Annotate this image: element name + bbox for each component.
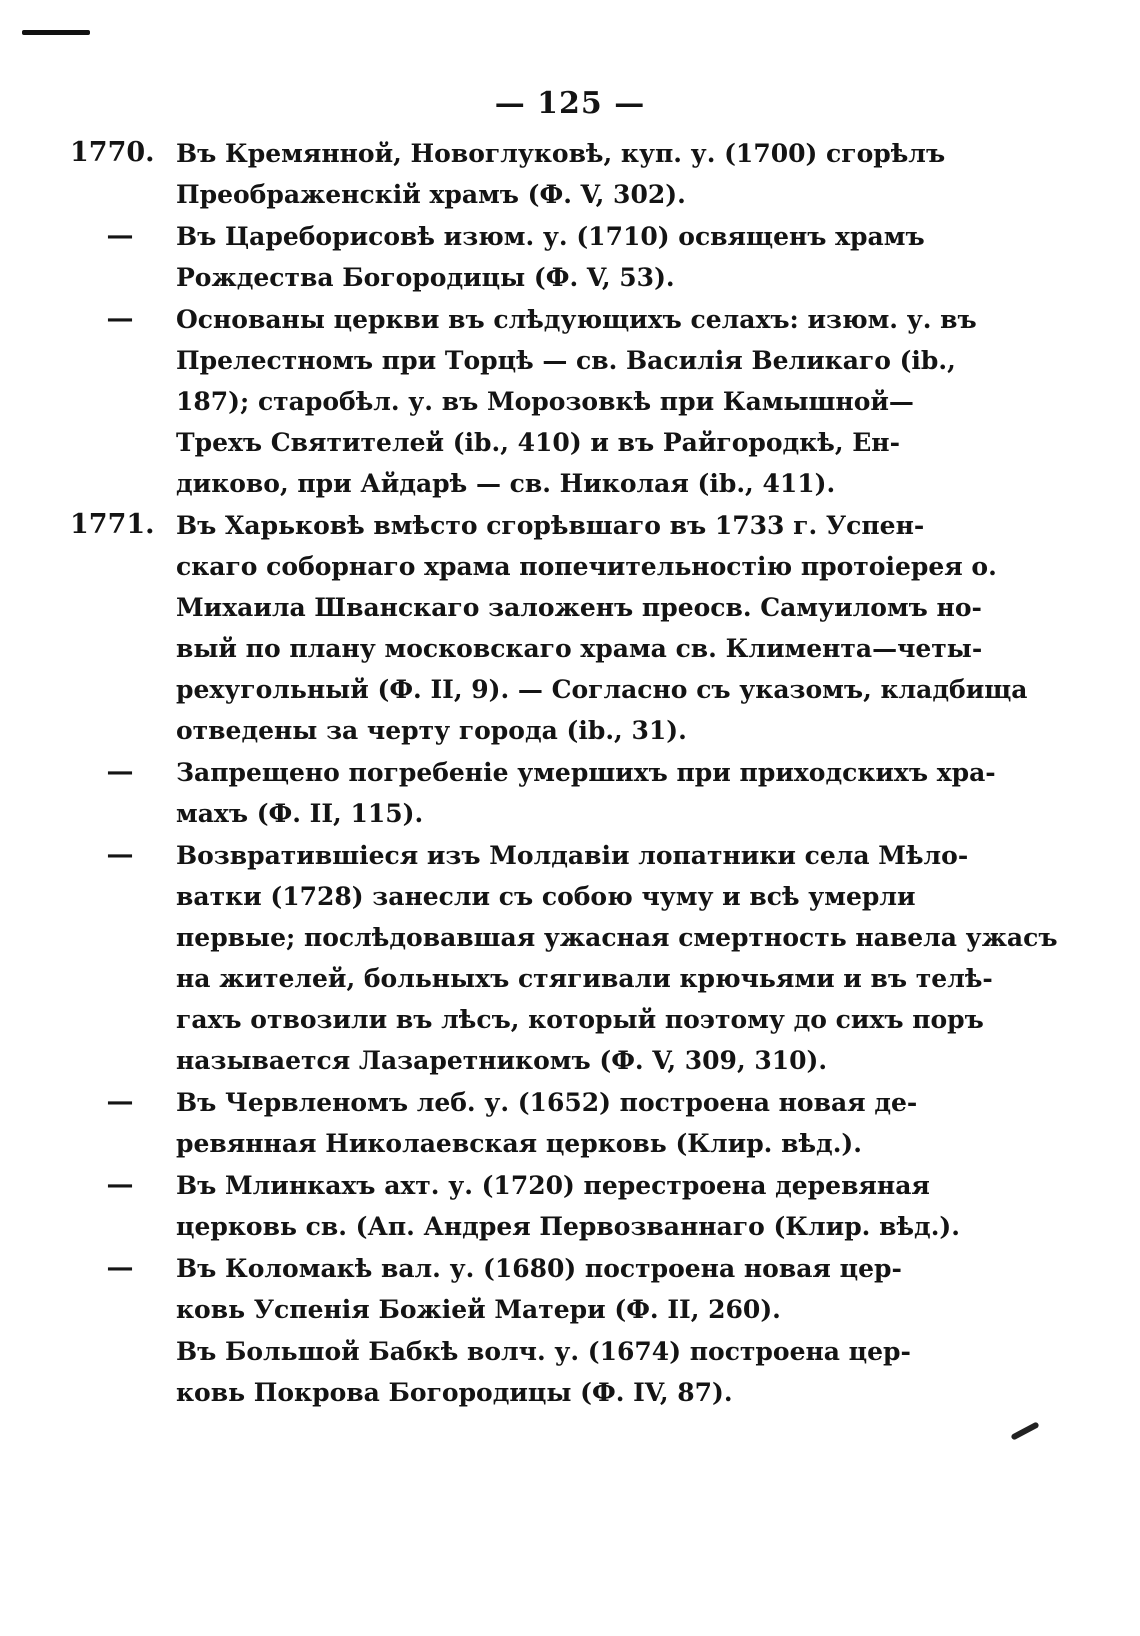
entry-year: 1770.	[70, 137, 155, 168]
entry-text-line: Рождества Богородицы (Ф. V, 53).	[176, 263, 675, 292]
chronicle-entry	[0, 1331, 1140, 1413]
chronicle-entries	[0, 133, 1140, 1414]
entry-text-line: ковь Покрова Богородицы (Ф. IV, 87).	[176, 1378, 733, 1407]
chronicle-entry	[0, 216, 1140, 298]
entry-text-line: Запрещено погребеніе умершихъ при приходскихъ хра-	[176, 758, 996, 787]
entry-text-line: Въ Цареборисовѣ изюм. у. (1710) освященъ храмъ	[176, 222, 925, 251]
entry-text-line: махъ (Ф. II, 115).	[176, 799, 424, 828]
entry-text-line: Въ Харьковѣ вмѣсто сгорѣвшаго въ 1733 г. Успен-	[176, 511, 925, 540]
entry-dash: —	[106, 1086, 134, 1117]
entry-text-line: рехугольный (Ф. II, 9). — Согласно съ указомъ, кладбища	[176, 675, 1028, 704]
entry-text-line: Въ Кремянной, Новоглуковѣ, куп. у. (1700) сгорѣлъ	[176, 139, 946, 168]
entry-text-line: Въ Млинкахъ ахт. у. (1720) перестроена деревяная	[176, 1171, 930, 1200]
entry-text-line: Въ Коломакѣ вал. у. (1680) построена новая цер-	[176, 1254, 902, 1283]
entry-text-line: Преображенскій храмъ (Ф. V, 302).	[176, 180, 686, 209]
entry-text-line: первые; послѣдовавшая ужасная смертность навела ужасъ	[176, 923, 1058, 952]
entry-text-line: скаго соборнаго храма попечительностію протоіерея о.	[176, 552, 997, 581]
chronicle-entry	[0, 1165, 1140, 1247]
chronicle-entry	[0, 299, 1140, 504]
entry-text-line: Михаила Шванскаго заложенъ преосв. Самуиломъ но-	[176, 593, 982, 622]
corner-ink-mark	[22, 30, 90, 35]
entry-dash: —	[106, 839, 134, 870]
entry-text-line: ревянная Николаевская церковь (Клир. вѣд.).	[176, 1129, 862, 1158]
entry-text-line: Въ Большой Бабкѣ волч. у. (1674) построена цер-	[176, 1337, 911, 1366]
chronicle-entry	[0, 505, 1140, 751]
entry-dash: —	[106, 220, 134, 251]
entry-dash: —	[106, 1169, 134, 1200]
entry-text-line: называется Лазаретникомъ (Ф. V, 309, 310).	[176, 1046, 828, 1075]
entry-text-line: диково, при Айдарѣ — св. Николая (ib., 411).	[176, 469, 836, 498]
entry-text-line: Возвратившіеся изъ Молдавіи лопатники села Мѣло-	[176, 841, 969, 870]
entry-text-line: Основаны церкви въ слѣдующихъ селахъ: изюм. у. въ	[176, 305, 977, 334]
entry-text-line: церковь св. (Ап. Андрея Первозваннаго (Клир. вѣд.).	[176, 1212, 960, 1241]
entry-dash: —	[106, 756, 134, 787]
chronicle-entry	[0, 835, 1140, 1081]
entry-dash: —	[106, 1252, 134, 1283]
chronicle-entry	[0, 1082, 1140, 1164]
entry-text-line: отведены за черту города (ib., 31).	[176, 716, 687, 745]
chronicle-entry	[0, 133, 1140, 215]
chronicle-entry	[0, 752, 1140, 834]
page-number: — 125 —	[494, 86, 646, 121]
entry-text-line: гахъ отвозили въ лѣсъ, который поэтому до сихъ поръ	[176, 1005, 984, 1034]
entry-text-line: 187); старобѣл. у. въ Морозовкѣ при Камышной—	[176, 387, 914, 416]
chronicle-entry	[0, 1248, 1140, 1330]
entry-text-line: на жителей, больныхъ стягивали крючьями и въ телѣ-	[176, 964, 993, 993]
entry-text-line: Въ Червленомъ леб. у. (1652) построена новая де-	[176, 1088, 918, 1117]
entry-text-line: Прелестномъ при Торцѣ — св. Василія Великаго (ib.,	[176, 346, 956, 375]
entry-text-line: ковь Успенія Божіей Матери (Ф. II, 260).	[176, 1295, 781, 1324]
entry-dash: —	[106, 303, 134, 334]
entry-text-line: ватки (1728) занесли съ собою чуму и всѣ умерли	[176, 882, 916, 911]
entry-text-line: вый по плану московскаго храма св. Климента—четы-	[176, 634, 983, 663]
entry-year: 1771.	[70, 509, 155, 540]
entry-text-line: Трехъ Святителей (ib., 410) и въ Райгородкѣ, Ен-	[176, 428, 900, 457]
ink-smudge	[1010, 1421, 1039, 1440]
